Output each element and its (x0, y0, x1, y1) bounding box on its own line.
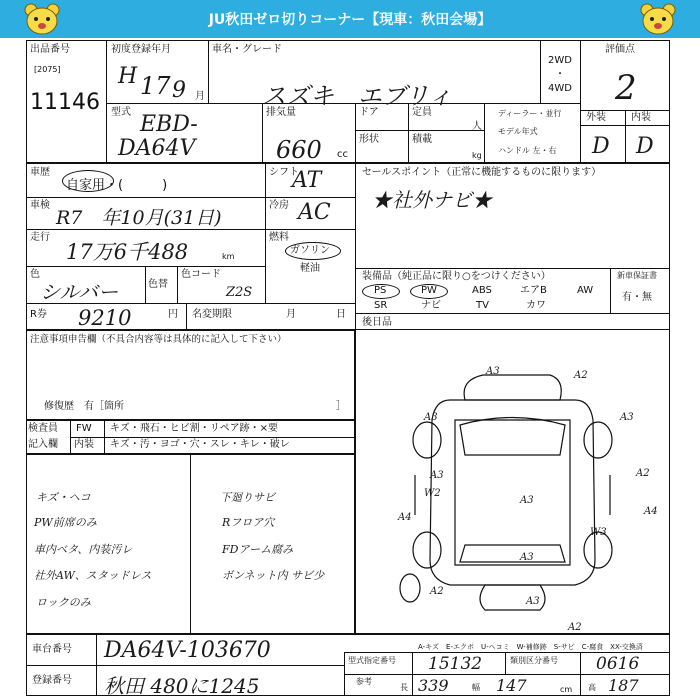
dealer-label: ディーラー・並行 (498, 109, 562, 118)
drive-2wd: 2WD (548, 55, 572, 66)
note-right-3: FDアーム腐み (222, 543, 294, 556)
note-right-4: ボンネット内 サビ少 (222, 569, 325, 582)
score-label: 評価点 (605, 44, 635, 55)
note-right-1: 下廻りサビ (220, 491, 275, 504)
mark-12: A3 (520, 552, 534, 563)
equip-sr: SR (374, 300, 388, 311)
door-label: ドア (359, 107, 379, 118)
name-change-label: 名変期限 (192, 309, 232, 320)
recycle-label: R券 (30, 309, 47, 320)
fuel-label: 燃料 (269, 232, 289, 243)
mark-13: A2 (430, 586, 444, 597)
exterior-value: D (592, 134, 610, 159)
first-reg-year: 17 (140, 72, 171, 100)
note-left-5: ロックのみ (36, 596, 91, 609)
month-unit: 月 (195, 91, 205, 102)
equip-abs: ABS (472, 285, 492, 296)
color-label: 色 (30, 269, 40, 280)
color-code-value: Z2S (226, 285, 253, 300)
lot-number: 11146 (30, 90, 100, 115)
mileage-value: 17万6千488 (66, 240, 189, 264)
note-left-4: 社外AW、スタッドレス (34, 569, 152, 582)
name-label: 車名・グレード (212, 44, 282, 55)
mark-5: A3 (430, 470, 444, 481)
mark-4: A3 (620, 412, 634, 423)
mark-3: A3 (424, 412, 438, 423)
color-value: シルバー (40, 280, 119, 304)
new-price-value: 有・無 (622, 292, 652, 303)
note-right-2: Rフロア穴 (222, 516, 275, 529)
first-reg-era: H (118, 64, 138, 89)
equip-tv: TV (476, 300, 489, 311)
equip-navi: ナビ (421, 300, 441, 311)
interior-value: D (636, 134, 654, 159)
chassis-value: DA64V-103670 (104, 638, 271, 663)
mark-11: W3 (590, 527, 607, 538)
after-label: 後日品 (362, 317, 392, 328)
page-title: JU秋田ゼロ切りコーナー【現車：秋田会場】 (208, 12, 492, 28)
check-label: 検査員 (28, 423, 58, 434)
equip-airbag: エアB (520, 285, 547, 296)
reg-no-label: 登録番号 (32, 675, 72, 686)
model-label: 型式 (111, 107, 131, 118)
recycle-value: 9210 (78, 306, 132, 330)
mark-6: A2 (636, 468, 650, 479)
class-label: 類別区分番号 (510, 656, 558, 665)
note-left-1: キズ・ヘコ (36, 491, 91, 504)
displacement-label: 排気量 (266, 107, 296, 118)
equip-aw: AW (577, 285, 594, 296)
first-reg-month: 9 (172, 78, 186, 103)
inspection-value: R7 年10月(31日) (56, 207, 222, 229)
new-price-label: 新車保証書 (617, 271, 657, 280)
first-reg-label: 初度登録年月 (111, 44, 171, 55)
equip-label: 装備品（純正品に限り○をつけください） (362, 271, 551, 282)
width-value: 147 (496, 676, 527, 695)
shift-value: AT (292, 168, 322, 193)
model-year-label: モデル年式 (498, 127, 538, 136)
selling-label: セールスポイント（正常に機能するものに限ります） (362, 167, 602, 178)
class-value: 0616 (596, 654, 640, 674)
model-line2: DA64V (118, 136, 196, 161)
fuel-diesel: 軽油 (300, 263, 320, 274)
mark-8: A3 (520, 495, 534, 506)
reg-no-value: 秋田 480に1245 (104, 674, 260, 698)
height-value: 187 (608, 676, 639, 695)
color-code-label: 色コード (181, 269, 221, 280)
length-value: 339 (418, 676, 449, 695)
lot-label: 出品番号 (30, 44, 70, 55)
note-left-2: PW前席のみ (34, 516, 97, 529)
mark-9: A4 (398, 512, 412, 523)
mileage-label: 走行 (30, 232, 50, 243)
ac-label: 冷房 (269, 200, 289, 211)
capacity-label: 定員 (412, 107, 432, 118)
shift-label: シフト (269, 167, 299, 178)
exterior-label: 外装 (586, 112, 606, 123)
entry-label: 記入欄 (28, 439, 58, 450)
mark-2: A2 (574, 370, 588, 381)
mark-14: A2 (568, 622, 582, 633)
spec-value: 15132 (428, 654, 483, 674)
handle-label: ハンドル 左・右 (498, 146, 557, 155)
equip-leather: カワ (526, 300, 546, 311)
name-value: スズキ エブリィ (262, 82, 453, 110)
model-line1: EBD- (140, 112, 198, 137)
ac-value: AC (298, 200, 331, 225)
color-change-label: 色替 (148, 279, 168, 290)
drive-4wd: 4WD (548, 83, 572, 94)
damage-legend: A-キズ E-エクボ U-ヘコミ W-補修跡 S-サビ C-腐食 XX-交換済 (418, 643, 643, 651)
equip-ps: PS (374, 285, 387, 296)
displacement-value: 660 (276, 136, 322, 164)
history-label: 車歴 (30, 167, 50, 178)
lot-sub: [2075] (34, 65, 61, 74)
selling-value: ★社外ナビ★ (372, 188, 492, 212)
mark-7: W2 (424, 488, 441, 499)
fw-items: キズ・飛石・ヒビ割・リペア跡・×要 (110, 423, 278, 434)
score-value: 2 (615, 68, 637, 108)
equip-pw: PW (421, 285, 437, 296)
int-items: キズ・汚・ヨゴ・穴・スレ・キレ・破レ (110, 439, 290, 450)
inspection-label: 車検 (30, 200, 50, 211)
spec-label: 型式指定番号 (348, 656, 396, 665)
car-diagram (355, 330, 670, 634)
repair-label: 修復歴 有［箇所 (44, 401, 124, 412)
mark-1: A3 (486, 366, 500, 377)
mark-15: A3 (526, 596, 540, 607)
interior-label: 内装 (631, 112, 651, 123)
history-value: 自家用・( ) (66, 178, 168, 193)
notice-label: 注意事項申告欄（不具合内容等は具体的に記入して下さい） (30, 334, 287, 345)
fuel-gas: ガソリン (290, 245, 330, 256)
chassis-label: 車台番号 (32, 644, 72, 655)
mark-10: A4 (644, 506, 658, 517)
shape-label: 形状 (359, 134, 379, 145)
note-left-3: 車内ベタ、内装汚レ (34, 543, 133, 556)
load-label: 積載 (412, 134, 432, 145)
